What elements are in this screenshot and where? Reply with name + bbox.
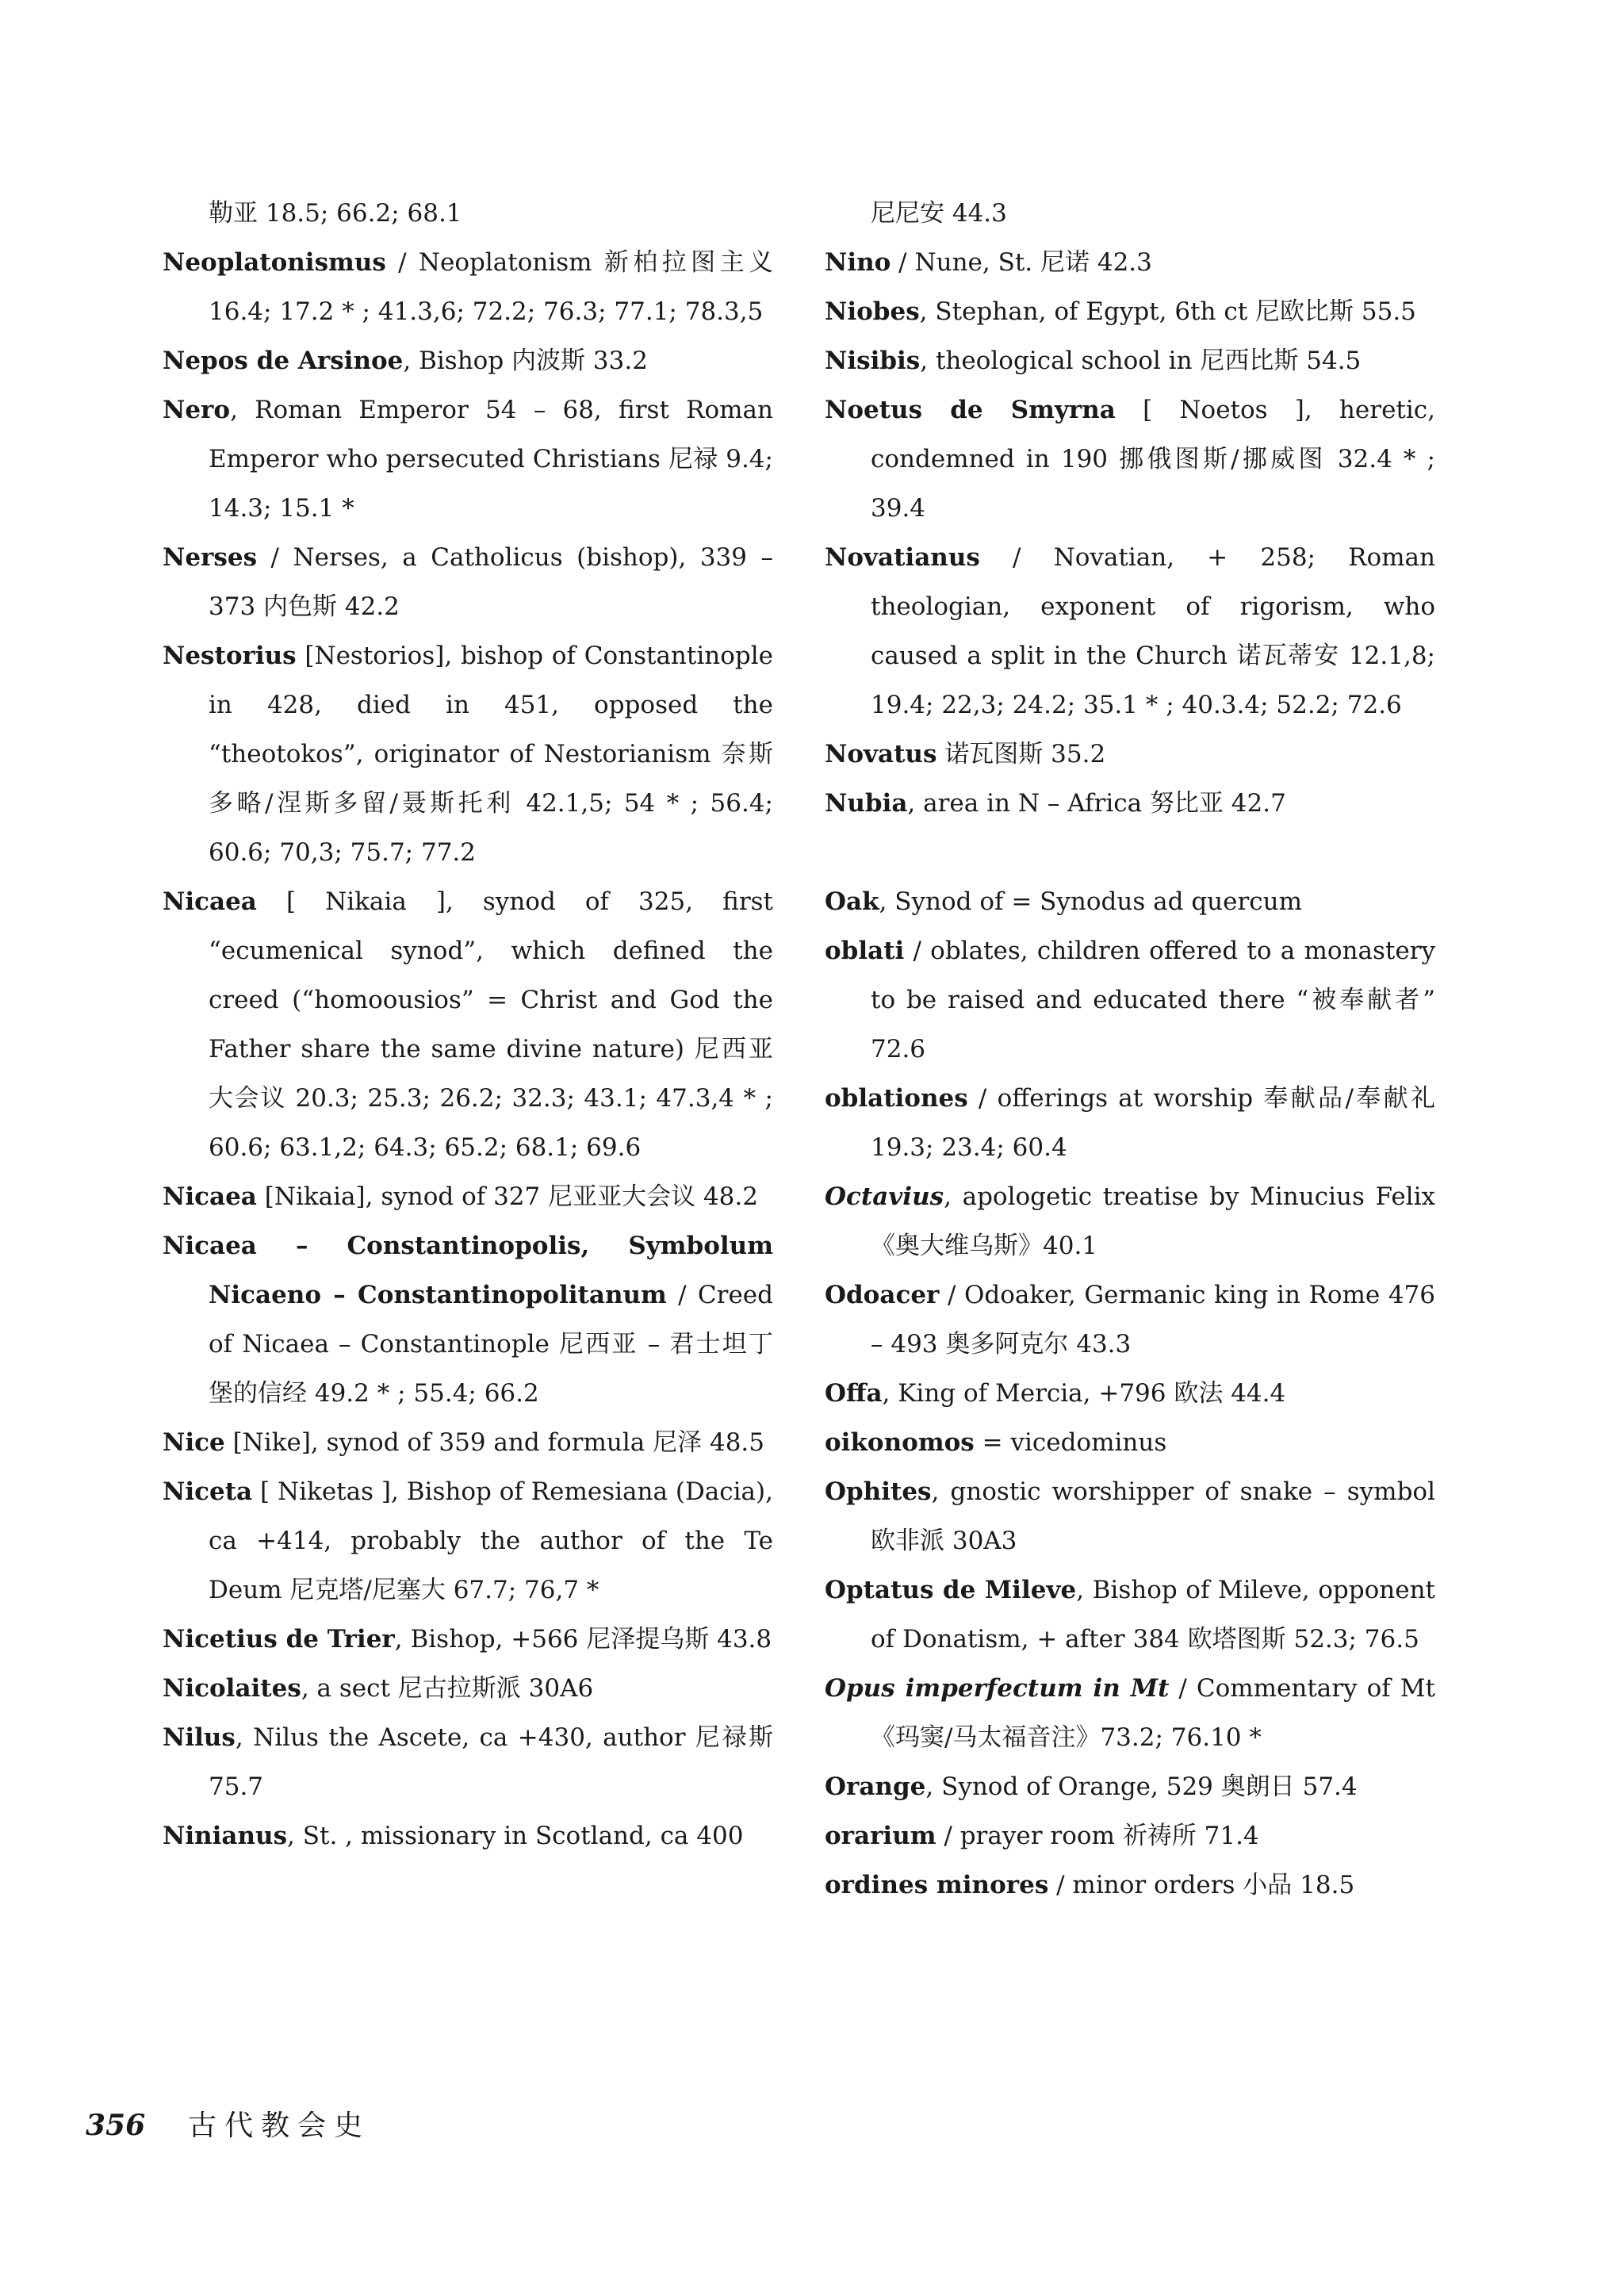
index-term: Nino — [825, 248, 891, 277]
index-description: , Synod of Orange, 529 奥朗日 57.4 — [925, 1772, 1358, 1801]
index-entry — [825, 1418, 1435, 1467]
index-description: [Nikaia], synod of 327 尼亚亚大会议 48.2 — [256, 1182, 758, 1211]
index-entry — [163, 189, 773, 238]
index-description: , Synod of = Synodus ad quercum — [879, 887, 1303, 916]
index-description: , theological school in 尼西比斯 54.5 — [920, 347, 1362, 375]
index-description: [ Nikaia ], synod of 325, first “ecumenical synod”, which defined the creed (“homoousios” = Christ and God the Father share the same divine nature) 尼西亚大会议 20.3; 25.3; 26.2; 32.3; 43.1; 47.3,4 * ; 60.6; 63.1,2; 64.3; 65.2; 68.1; 69.6 — [209, 887, 773, 1162]
index-entry — [163, 1467, 773, 1615]
index-term: Odoacer — [825, 1281, 940, 1309]
index-term: oblati — [825, 937, 905, 965]
index-description: , gnostic worshipper of snake – symbol 欧非派 30A3 — [871, 1477, 1435, 1555]
index-term: Ninianus — [163, 1822, 288, 1850]
index-column-left — [163, 189, 773, 1861]
index-description: [ Noetos ], heretic, condemned in 190 挪俄图斯/挪威图 32.4 * ; 39.4 — [871, 396, 1435, 523]
index-entry — [825, 926, 1435, 1074]
index-description: / minor orders 小品 18.5 — [1048, 1871, 1355, 1899]
index-description: , Stephan, of Egypt, 6th ct 尼欧比斯 55.5 — [919, 297, 1416, 326]
index-entry — [163, 238, 773, 336]
index-term: Nicolaites — [163, 1674, 301, 1703]
index-term: Niceta — [163, 1477, 253, 1506]
index-description: , area in N – Africa 努比亚 42.7 — [907, 789, 1286, 818]
index-entry — [825, 730, 1435, 779]
index-term: Nepos de Arsinoe — [163, 347, 404, 375]
index-entry — [825, 1565, 1435, 1664]
index-term: Nestorius — [163, 642, 297, 670]
index-term: Octavius — [825, 1182, 944, 1211]
index-description: / prayer room 祈祷所 71.4 — [936, 1822, 1259, 1850]
index-entry — [163, 1811, 773, 1861]
index-description: / Nune, St. 尼诺 42.3 — [891, 248, 1152, 277]
index-entry — [825, 1270, 1435, 1369]
index-term: Novatus — [825, 740, 937, 768]
page-footer — [86, 2103, 370, 2144]
index-entry — [163, 385, 773, 533]
index-entry — [825, 1369, 1435, 1418]
index-term: Noetus de Smyrna — [825, 396, 1116, 424]
index-term: Nubia — [825, 789, 908, 818]
index-description: = vicedominus — [974, 1428, 1167, 1457]
index-entry — [163, 1664, 773, 1713]
index-entry — [825, 385, 1435, 533]
index-description: , Bishop of Mileve, opponent of Donatism, + after 384 欧塔图斯 52.3; 76.5 — [871, 1576, 1435, 1654]
index-entry — [163, 877, 773, 1172]
index-entry — [825, 877, 1435, 926]
index-description: 尼尼安 44.3 — [871, 199, 1007, 228]
index-description: , Roman Emperor 54 – 68, first Roman Emperor who persecuted Christians 尼禄 9.4; 14.3; 15.1 * — [209, 396, 773, 523]
index-entry — [825, 1811, 1435, 1861]
index-description: / Odoaker, Germanic king in Rome 476 – 493 奥多阿克尔 43.3 — [871, 1281, 1435, 1359]
index-term: Niobes — [825, 297, 920, 326]
index-entry — [825, 533, 1435, 730]
index-entry — [825, 189, 1435, 238]
index-term: ordines minores — [825, 1871, 1049, 1899]
index-description: / offerings at worship 奉献品/奉献礼 19.3; 23.4; 60.4 — [871, 1084, 1435, 1162]
index-entry — [163, 1713, 773, 1811]
index-term: Nero — [163, 396, 231, 424]
index-description: / Nerses, a Catholicus (bishop), 339 – 373 内色斯 42.2 — [209, 543, 773, 621]
index-term: orarium — [825, 1822, 936, 1850]
index-term: Nicaea — [163, 1182, 257, 1211]
index-entry — [825, 336, 1435, 385]
index-description: , Bishop 内波斯 33.2 — [403, 347, 648, 375]
index-term: oikonomos — [825, 1428, 975, 1457]
index-entry — [163, 533, 773, 631]
index-entry — [825, 287, 1435, 336]
index-term: Oak — [825, 887, 879, 916]
index-term: Nicaea – Constantinopolis, Symbolum Nicaeno – Constantinopolitanum — [163, 1232, 773, 1309]
index-term: Nilus — [163, 1723, 236, 1752]
index-description: , St. , missionary in Scotland, ca 400 — [287, 1822, 744, 1850]
index-term: Ophites — [825, 1477, 932, 1506]
index-description: , King of Mercia, +796 欧法 44.4 — [882, 1379, 1286, 1408]
index-entry — [825, 779, 1435, 828]
index-entry — [825, 1762, 1435, 1811]
index-entry — [163, 1172, 773, 1221]
index-term: Nice — [163, 1428, 225, 1457]
index-description: [Nestorios], bishop of Constantinople in 428, died in 451, opposed the “theotokos”, originator of Nestorianism 奈斯多略/涅斯多留/聂斯托利 42.1,5; 54 * ; 56.4; 60.6; 70,3; 75.7; 77.2 — [209, 642, 773, 867]
index-column-right — [825, 189, 1435, 1910]
index-description: / Novatian, + 258; Roman theologian, exponent of rigorism, who caused a split in the Church 诺瓦蒂安 12.1,8; 19.4; 22,3; 24.2; 35.1 * ; 40.3.4; 52.2; 72.6 — [871, 543, 1435, 719]
index-term: Nerses — [163, 543, 258, 572]
index-term: Offa — [825, 1379, 883, 1408]
index-entry — [825, 1664, 1435, 1762]
book-title: 古代教会史 — [188, 2110, 371, 2142]
index-entry — [163, 336, 773, 385]
page-number: 356 — [86, 2109, 146, 2142]
index-description: / Commentary of Mt 《玛窦/马太福音注》73.2; 76.10 * — [871, 1674, 1435, 1752]
index-entry — [825, 1074, 1435, 1172]
index-description: [ Niketas ], Bishop of Remesiana (Dacia), ca +414, probably the author of the Te Deum 尼克塔/尼塞大 67.7; 76,7 * — [209, 1477, 773, 1604]
index-term: Novatianus — [825, 543, 980, 572]
index-entry — [163, 1221, 773, 1418]
index-description: / Neoplatonism 新柏拉图主义 16.4; 17.2 * ; 41.3,6; 72.2; 76.3; 77.1; 78.3,5 — [209, 248, 773, 326]
index-description: , Nilus the Ascete, ca +430, author 尼禄斯 75.7 — [209, 1723, 773, 1801]
index-entry — [825, 1861, 1435, 1910]
index-term: Nicaea — [163, 887, 257, 916]
index-description: / Creed of Nicaea – Constantinople 尼西亚 – 君士坦丁堡的信经 49.2 * ; 55.4; 66.2 — [209, 1281, 773, 1408]
index-description: , apologetic treatise by Minucius Felix 《奥大维乌斯》40.1 — [871, 1182, 1435, 1260]
index-entry — [825, 1172, 1435, 1270]
index-description: 勒亚 18.5; 66.2; 68.1 — [209, 199, 462, 228]
index-entry — [163, 1418, 773, 1467]
index-description: [Nike], synod of 359 and formula 尼泽 48.5 — [224, 1428, 764, 1457]
index-term: Opus imperfectum in Mt — [825, 1674, 1170, 1703]
index-term: Orange — [825, 1772, 926, 1801]
index-term: Nisibis — [825, 347, 921, 375]
index-term: Neoplatonismus — [163, 248, 386, 277]
index-description: 诺瓦图斯 35.2 — [936, 740, 1106, 768]
index-description: , Bishop, +566 尼泽提乌斯 43.8 — [394, 1625, 772, 1654]
index-entry — [825, 238, 1435, 287]
index-entry — [163, 631, 773, 877]
index-entry — [163, 1615, 773, 1664]
index-description: / oblates, children offered to a monastery to be raised and educated there “被奉献者” 72.6 — [871, 937, 1435, 1063]
index-term: oblationes — [825, 1084, 968, 1113]
index-term: Optatus de Mileve — [825, 1576, 1077, 1604]
index-description: , a sect 尼古拉斯派 30A6 — [301, 1674, 594, 1703]
index-term: Nicetius de Trier — [163, 1625, 395, 1654]
index-entry — [825, 1467, 1435, 1565]
